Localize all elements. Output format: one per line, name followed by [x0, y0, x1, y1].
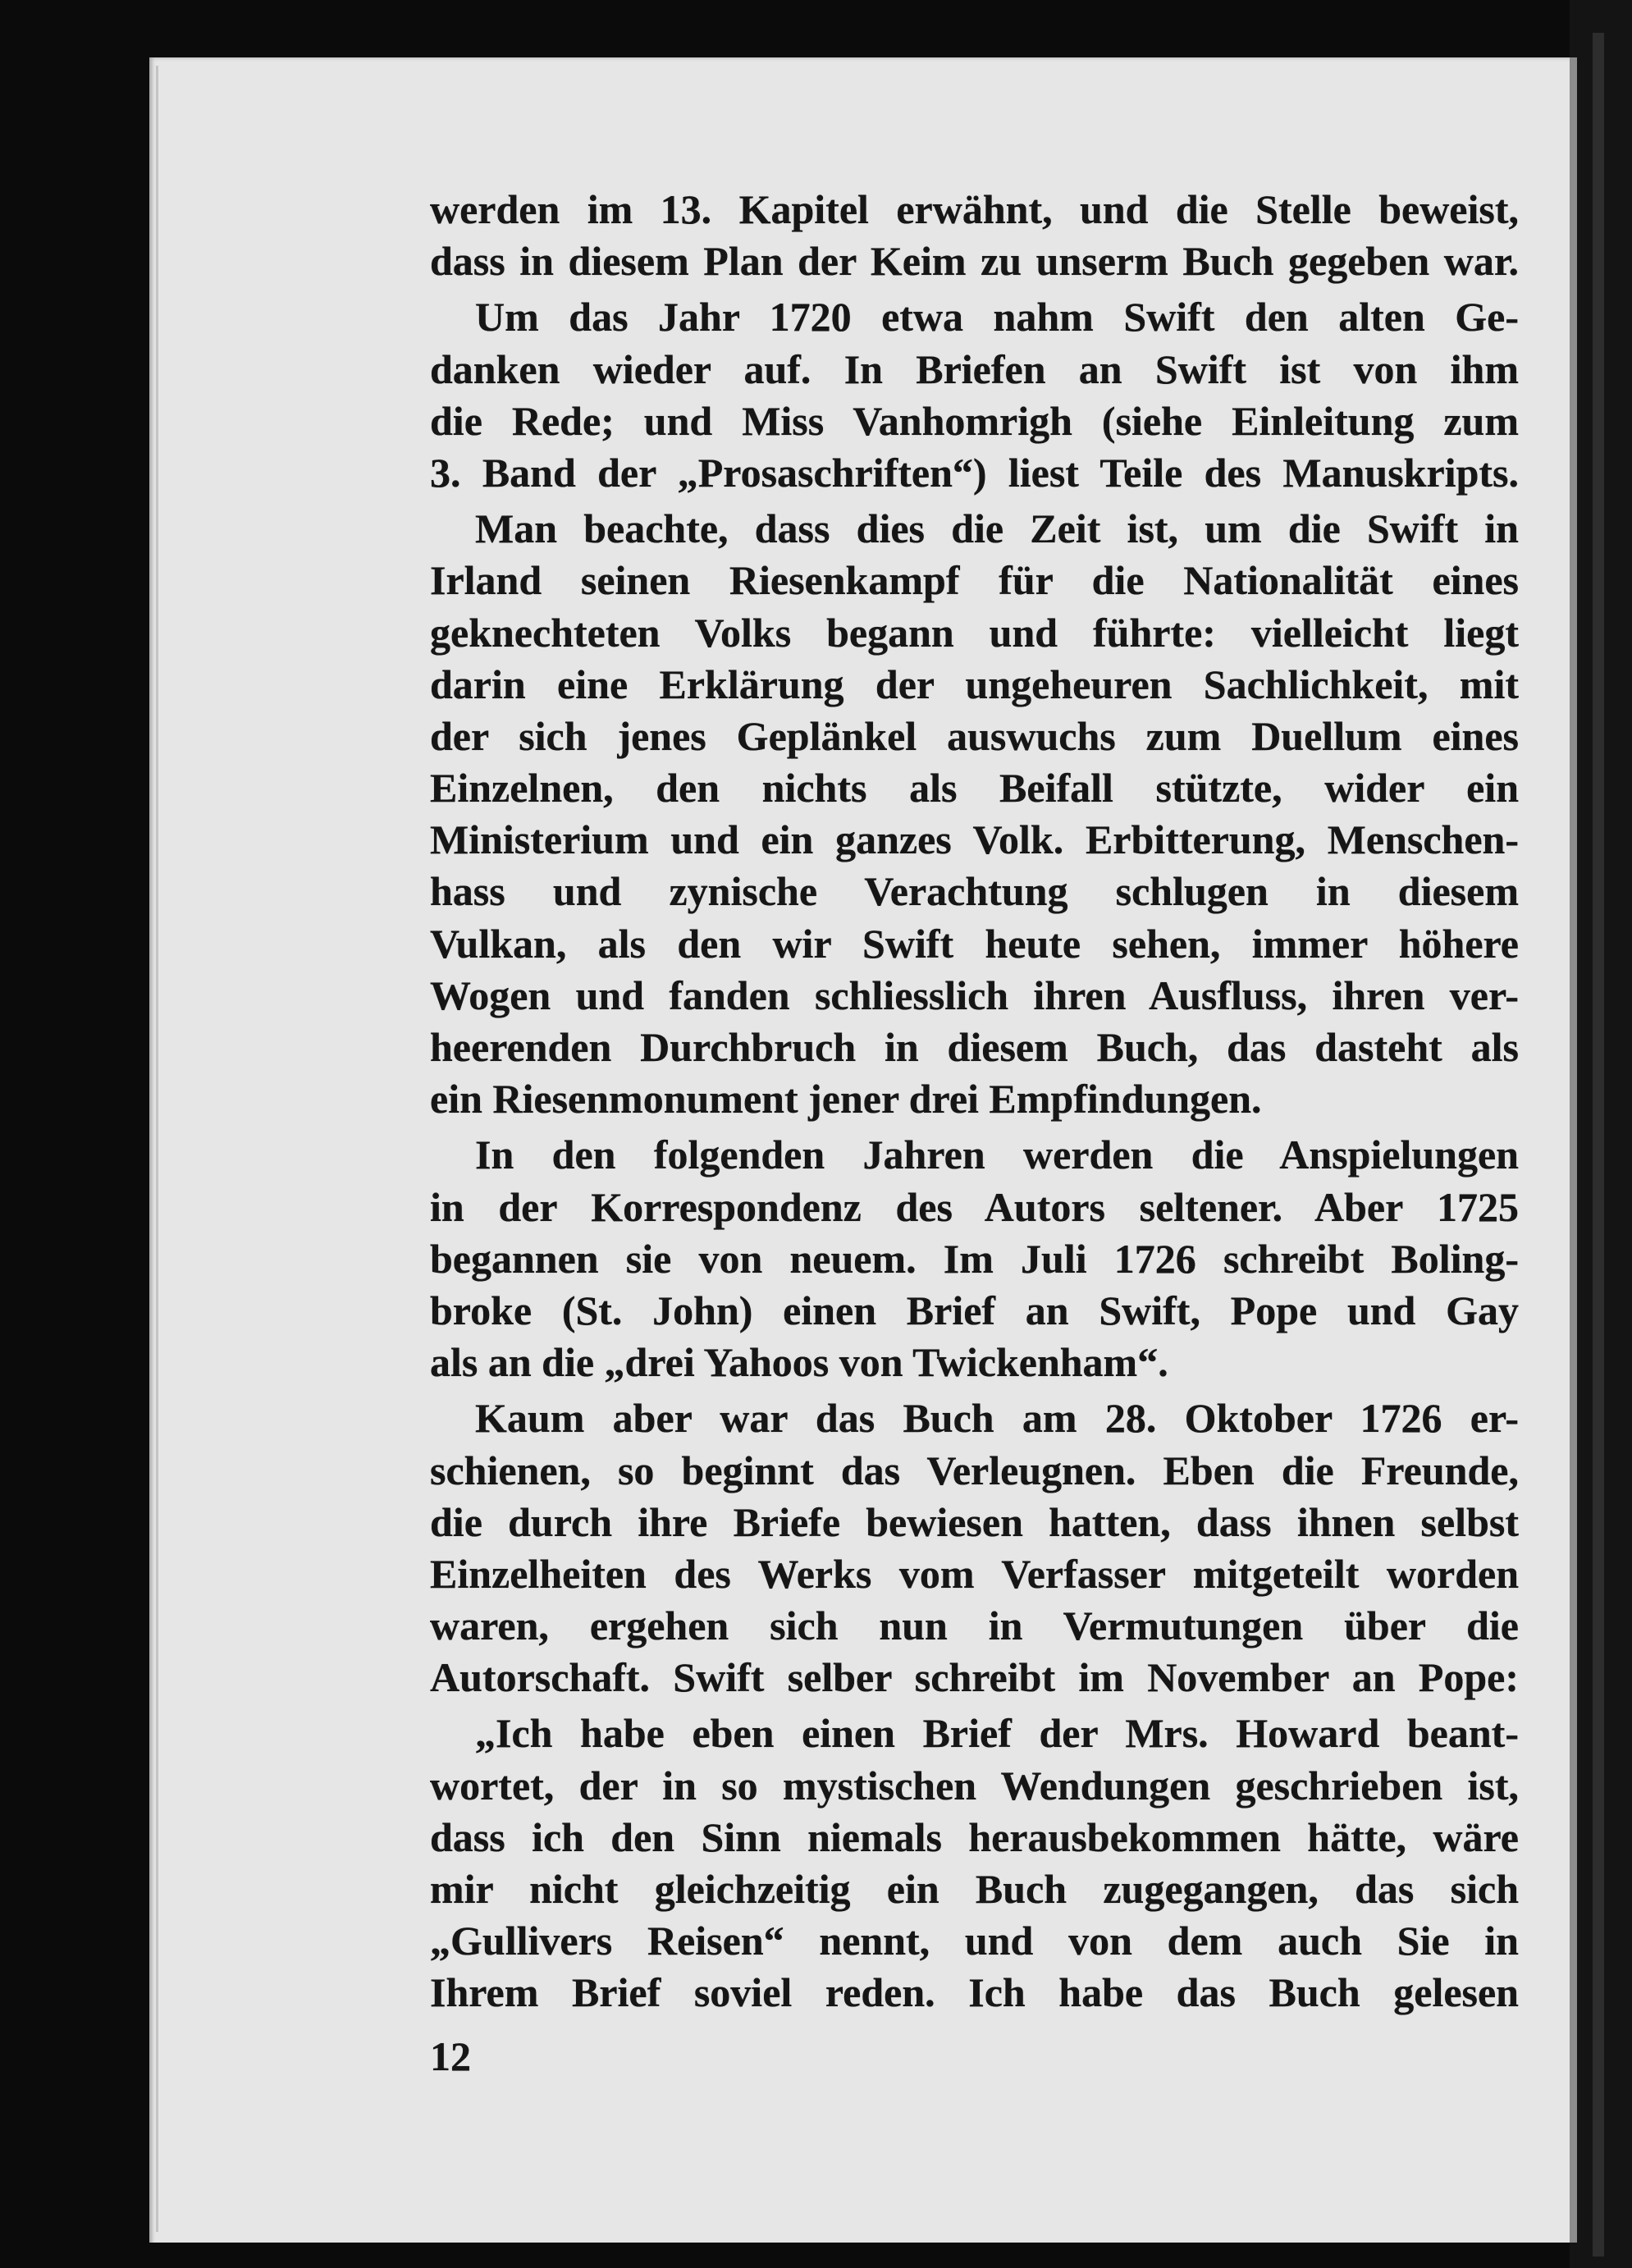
text-line: Man beachte, dass dies die Zeit ist, um die Swift in: [475, 505, 1519, 552]
text-line: schienen, so beginnt das Verleugnen. Eben die Freunde,: [430, 1447, 1519, 1493]
text-line: Kaum aber war das Buch am 28. Oktober 1726 er-: [475, 1395, 1519, 1442]
page-edge: [156, 66, 158, 2232]
text-line: Autorschaft. Swift selber schreibt im November an Pope:: [430, 1654, 1519, 1701]
body-text: [430, 184, 1519, 2019]
scan-band: [1593, 33, 1604, 2257]
text-line: heerenden Durchbruch in diesem Buch, das dasteht als: [430, 1024, 1519, 1070]
text-line: begannen sie von neuem. Im Juli 1726 schreibt Boling-: [430, 1235, 1519, 1282]
paragraph: [430, 1708, 1519, 2019]
text-line: waren, ergehen sich nun in Vermutungen über die: [430, 1603, 1519, 1649]
book-page: [149, 57, 1570, 2243]
text-line: broke (St. John) einen Brief an Swift, Pope und Gay: [430, 1287, 1519, 1333]
text-line: In den folgenden Jahren werden die Anspielungen: [475, 1132, 1519, 1178]
text-line: hass und zynische Verachtung schlugen in diesem: [430, 868, 1519, 915]
text-line: Ihrem Brief soviel reden. Ich habe das Buch gelesen: [430, 1969, 1519, 2016]
text-line: Wogen und fanden schliesslich ihren Ausfluss, ihren ver-: [430, 972, 1519, 1018]
text-line: werden im 13. Kapitel erwähnt, und die Stelle beweist,: [430, 186, 1519, 232]
text-line: in der Korrespondenz des Autors seltener. Aber 1725: [430, 1183, 1519, 1230]
text-line: Um das Jahr 1720 etwa nahm Swift den alten Ge-: [475, 294, 1519, 341]
text-line: geknechteten Volks begann und führte: vielleicht liegt: [430, 609, 1519, 656]
scan-border: [1570, 0, 1632, 2268]
paragraph: [430, 184, 1519, 287]
paragraph: [430, 1392, 1519, 1703]
text-line: die Rede; und Miss Vanhomrigh (siehe Einleitung zum: [430, 397, 1519, 444]
text-line: „Gullivers Reisen“ nennt, und von dem auch Sie in: [430, 1918, 1519, 1964]
text-line: darin eine Erklärung der ungeheuren Sachlichkeit, mit: [430, 661, 1519, 707]
text-line: 3. Band der „Prosaschriften“) liest Teile des Manuskripts.: [430, 449, 1519, 496]
text-line: Irland seinen Riesenkampf für die Nationalität eines: [430, 557, 1519, 604]
text-line: Vulkan, als den wir Swift heute sehen, immer höhere: [430, 920, 1519, 967]
paragraph: [430, 1129, 1519, 1388]
text-line: ein Riesenmonument jener drei Empfindungen.: [430, 1076, 1262, 1123]
text-line: dass in diesem Plan der Keim zu unserm Buch gegeben war.: [430, 238, 1519, 285]
text-line: danken wieder auf. In Briefen an Swift ist von ihm: [430, 345, 1519, 392]
text-line: Einzelnen, den nichts als Beifall stützte, wider ein: [430, 765, 1519, 812]
text-line: wortet, der in so mystischen Wendungen geschrieben ist,: [430, 1762, 1519, 1808]
text-line: dass ich den Sinn niemals herausbekommen hätte, wäre: [430, 1813, 1519, 1860]
text-line: der sich jenes Geplänkel auswuchs zum Duellum eines: [430, 712, 1519, 759]
text-line: mir nicht gleichzeitig ein Buch zugegangen, das sich: [430, 1866, 1519, 1912]
text-line: Ministerium und ein ganzes Volk. Erbitterung, Menschen-: [430, 816, 1519, 863]
page-edge-right: [1570, 57, 1577, 2243]
text-line: die durch ihre Briefe bewiesen hatten, dass ihnen selbst: [430, 1498, 1519, 1545]
paragraph: [430, 503, 1519, 1125]
text-line: „Ich habe eben einen Brief der Mrs. Howard beant-: [475, 1710, 1519, 1757]
page-number: 12: [430, 2033, 471, 2079]
text-line: Einzelheiten des Werks vom Verfasser mitgeteilt worden: [430, 1550, 1519, 1597]
paragraph: [430, 291, 1519, 499]
text-line: als an die „drei Yahoos von Twickenham“.: [430, 1339, 1168, 1386]
